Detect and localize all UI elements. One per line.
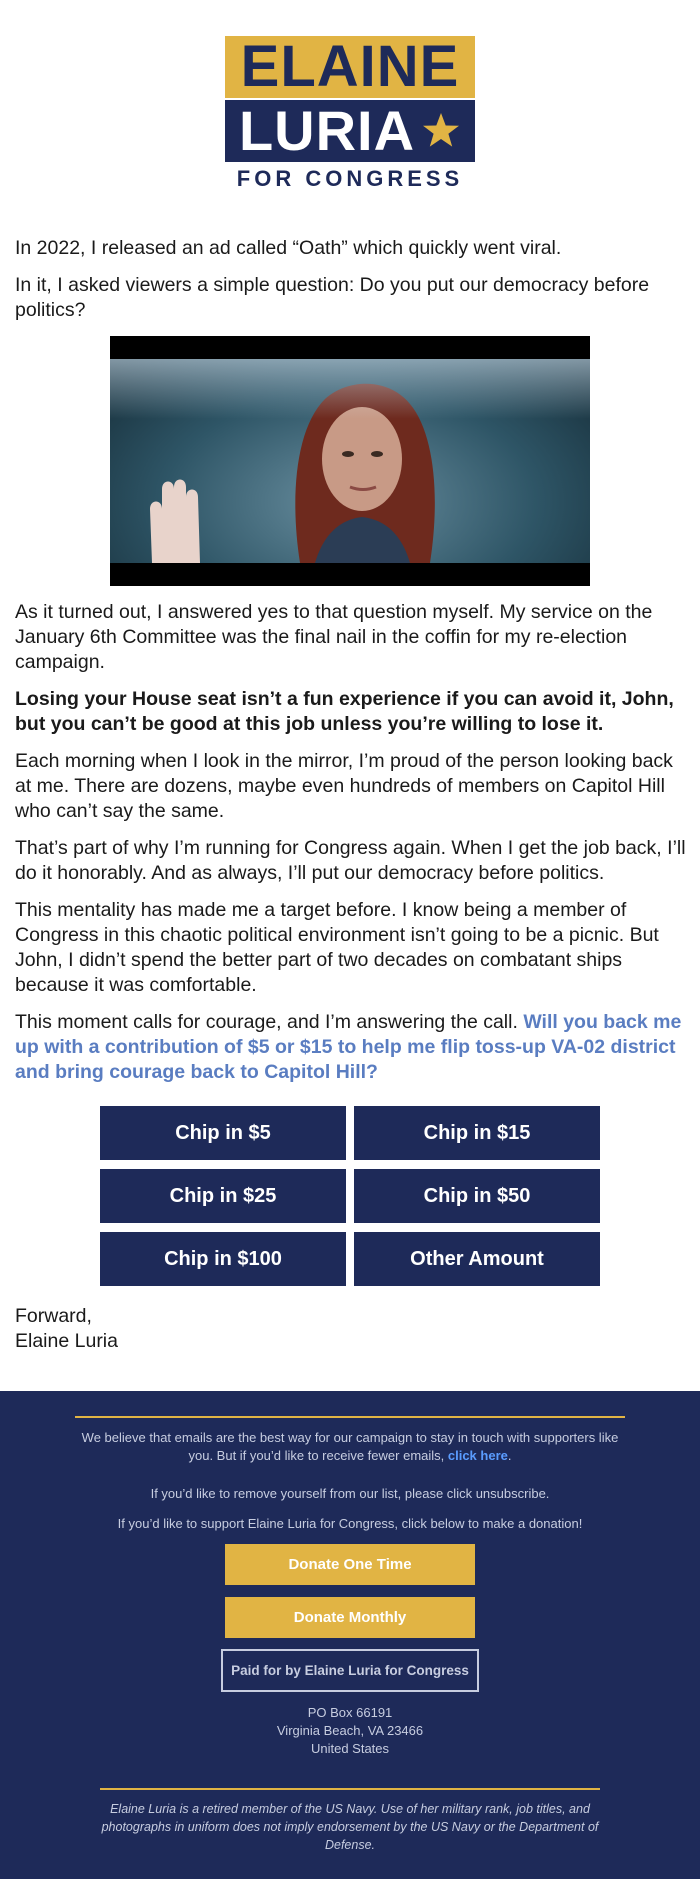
- donation-ask-link[interactable]: Will you back me up with a contribution of $5 or $15 to help me flip toss-up VA-02 district and bring courage back to Capitol Hill?: [15, 1011, 682, 1083]
- paragraph-2: In it, I asked viewers a simple question: Do you put our democracy before politics?: [15, 274, 650, 321]
- footer: [0, 1391, 700, 1879]
- fewer-emails-link[interactable]: click here: [447, 1448, 508, 1463]
- other-amount-button[interactable]: Other Amount: [354, 1232, 600, 1286]
- signoff-name: Elaine Luria: [15, 1330, 118, 1352]
- mailing-address: [70, 1704, 630, 1758]
- footer-bottom-divider: [100, 1788, 600, 1790]
- logo-line-for-congress: FOR CONGRESS: [236, 166, 464, 191]
- paragraph-4: Losing your House seat isn’t a fun experience if you can avoid it, John, but you can’t be good at this job unless you’re willing to lose it.: [15, 688, 674, 735]
- chip-in-50-button[interactable]: Chip in $50: [354, 1169, 600, 1223]
- chip-in-25-button[interactable]: Chip in $25: [100, 1169, 346, 1223]
- donation-button-grid: [100, 1106, 600, 1286]
- chip-in-5-button[interactable]: Chip in $5: [100, 1106, 346, 1160]
- campaign-logo: [225, 36, 475, 194]
- oath-video-thumbnail[interactable]: [110, 336, 590, 586]
- footer-emails-period: .: [507, 1448, 512, 1463]
- logo-luria-text: LURIA: [238, 99, 416, 162]
- signoff-closing: Forward,: [15, 1305, 92, 1327]
- donate-one-time-button[interactable]: Donate One Time: [225, 1544, 475, 1585]
- paragraph-8-lead: This moment calls for courage, and I’m answering the call.: [15, 1011, 524, 1033]
- video-frame: [110, 359, 590, 563]
- chip-in-100-button[interactable]: Chip in $100: [100, 1232, 346, 1286]
- military-disclaimer: Elaine Luria is a retired member of the US Navy. Use of her military rank, job titles, and photographs in uniform does not imply endorsement by the US Navy or the Department of Defense.: [101, 1802, 599, 1852]
- chip-in-15-button[interactable]: Chip in $15: [354, 1106, 600, 1160]
- paragraph-1: In 2022, I released an ad called “Oath” which quickly went viral.: [15, 237, 562, 259]
- paragraph-5: Each morning when I look in the mirror, I’m proud of the person looking back at me. There are dozens, maybe even hundreds of members on Capitol Hill who can’t say the same.: [15, 750, 673, 822]
- logo-line-luria: [225, 100, 475, 162]
- signoff: [15, 1304, 118, 1354]
- unsubscribe-text[interactable]: If you’d like to remove yourself from our list, please click unsubscribe.: [150, 1486, 550, 1501]
- paid-for-by-box: Paid for by Elaine Luria for Congress: [221, 1649, 479, 1692]
- footer-emails-text: [70, 1429, 630, 1465]
- paragraph-3: As it turned out, I answered yes to that question myself. My service on the January 6th Committee was the final nail in the coffin for my re-election campaign.: [15, 601, 653, 673]
- main-copy: [15, 600, 687, 1097]
- paragraph-6: That’s part of why I’m running for Congress again. When I get the job back, I’ll do it honorably. And as always, I’ll put our democracy before politics.: [15, 837, 686, 884]
- footer-emails-copy: We believe that emails are the best way for our campaign to stay in touch with supporters like you. But if you’d like to receive fewer emails,: [81, 1430, 619, 1463]
- support-text: If you’d like to support Elaine Luria for Congress, click below to make a donation!: [117, 1516, 583, 1531]
- donate-monthly-button[interactable]: Donate Monthly: [225, 1597, 475, 1638]
- paragraph-7: This mentality has made me a target before. I know being a member of Congress in this chaotic political environment isn’t going to be a picnic. But John, I didn’t spend the better part of two decades on combatant ships because it was comfortable.: [15, 899, 659, 996]
- footer-top-divider: [75, 1416, 625, 1418]
- address-line-3: United States: [310, 1741, 390, 1756]
- intro-copy: [15, 236, 687, 335]
- logo-line-elaine: ELAINE: [225, 36, 475, 98]
- address-line-2: Virginia Beach, VA 23466: [276, 1723, 424, 1738]
- star-icon: [421, 111, 461, 151]
- address-line-1: PO Box 66191: [307, 1705, 393, 1720]
- paragraph-8: [15, 1010, 687, 1085]
